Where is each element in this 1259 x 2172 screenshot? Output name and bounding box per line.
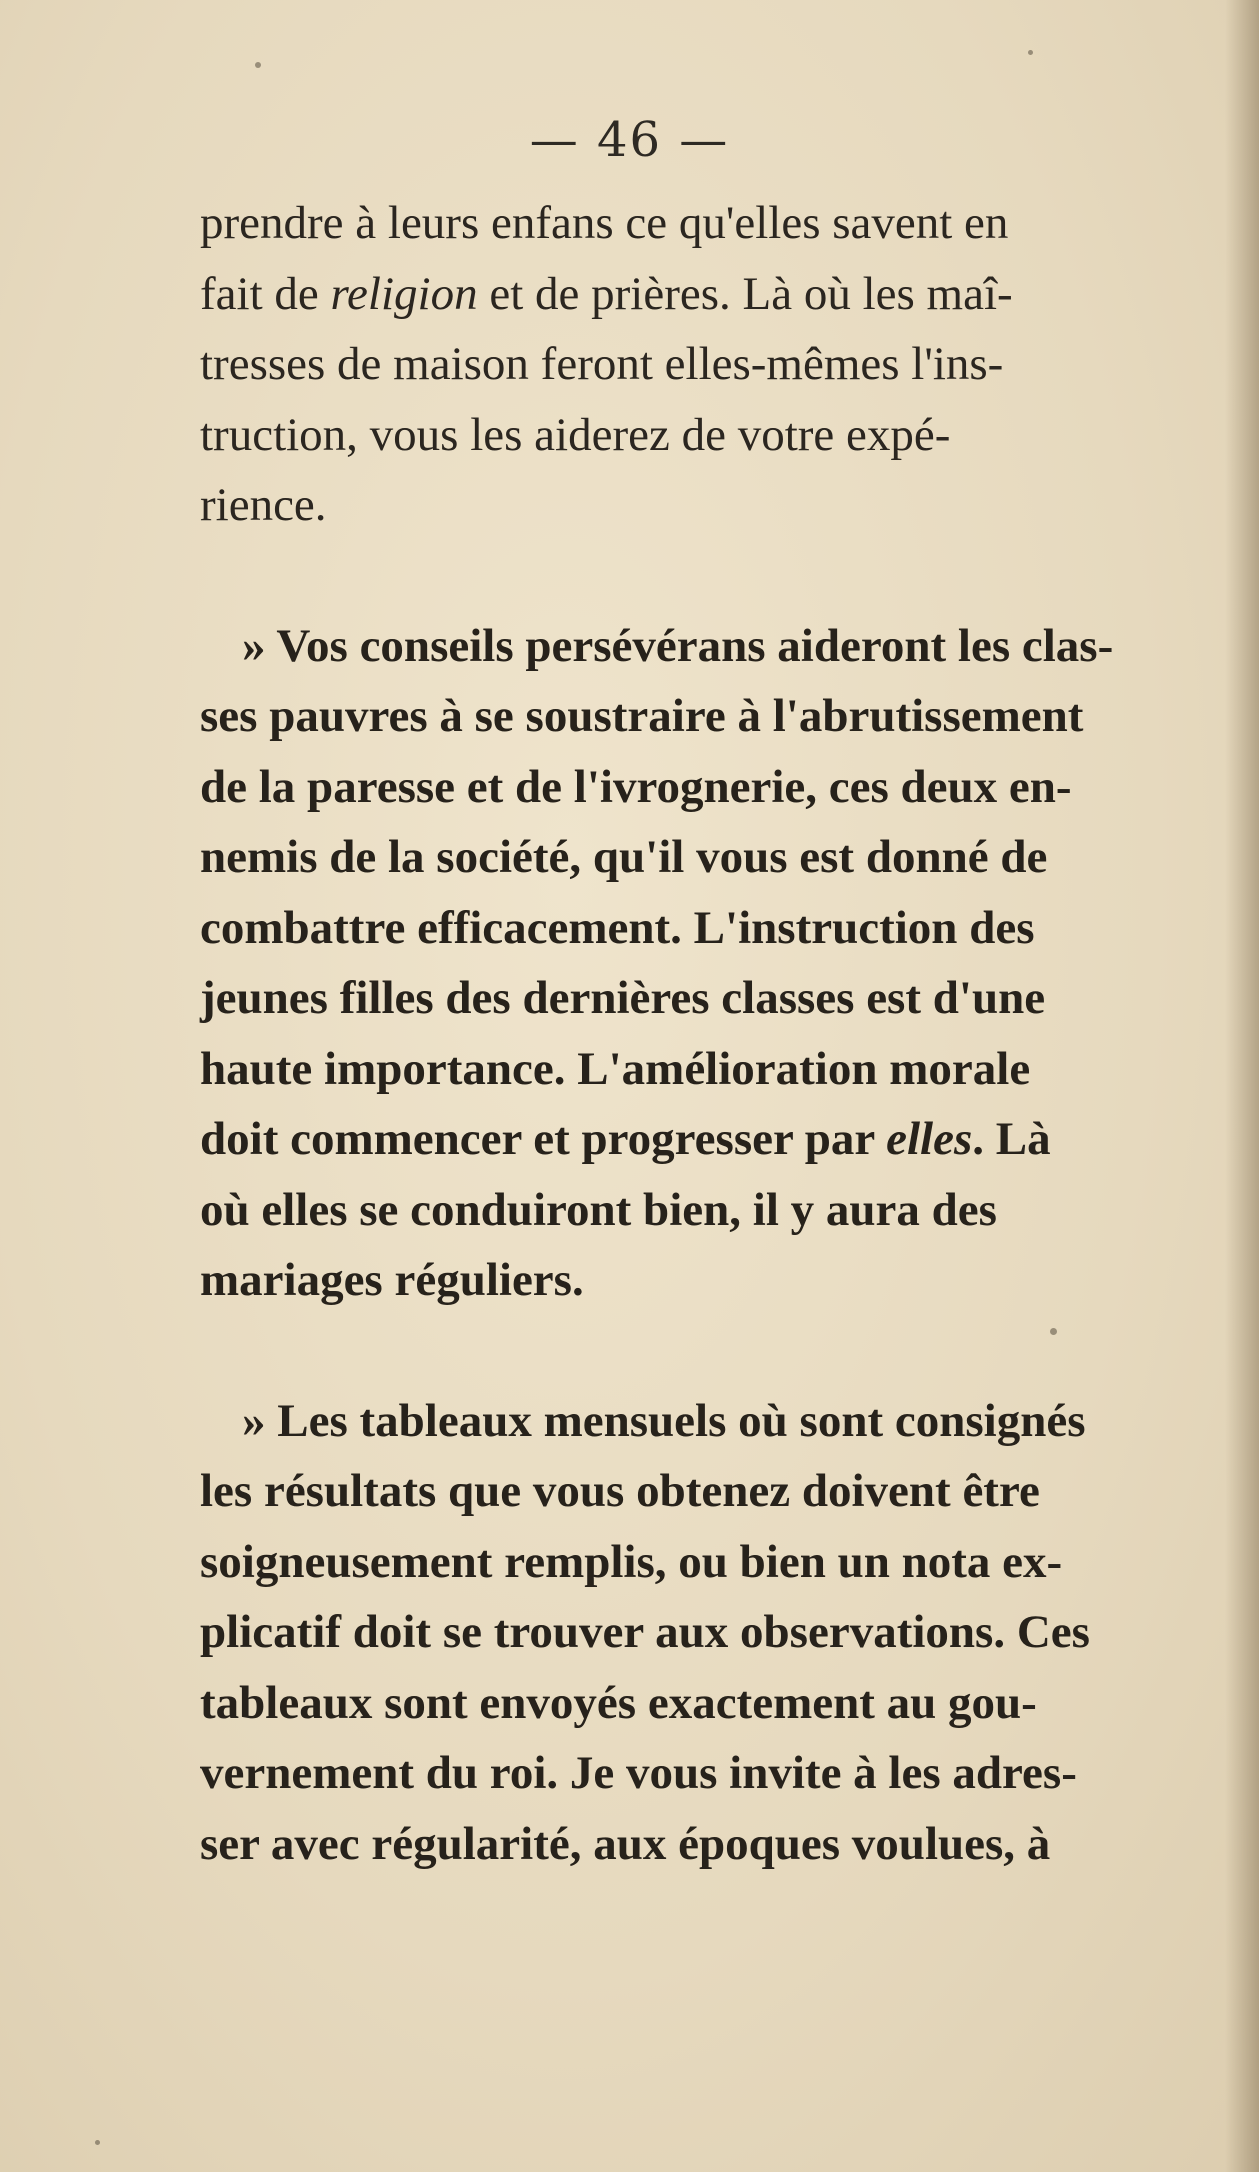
italic-word-religion: religion xyxy=(330,267,478,320)
text-segment: fait de xyxy=(200,267,331,320)
page-text xyxy=(200,188,1200,1879)
text-segment: et de prières. Là où les maî- xyxy=(477,267,1013,320)
text-line: vernement du roi. Je vous invite à les adres- xyxy=(200,1747,1077,1799)
italic-word-elles: elles xyxy=(886,1113,973,1165)
text-line: où elles se conduiront bien, il y aura des xyxy=(200,1183,997,1236)
text-line: truction, vous les aiderez de votre expé- xyxy=(200,408,951,461)
text-line: » Vos conseils persévérans aideront les clas- xyxy=(242,619,1114,672)
paper-speck xyxy=(95,2140,100,2145)
text-line: » Les tableaux mensuels où sont consignés xyxy=(242,1394,1086,1447)
text-line: nemis de la société, qu'il vous est donné de xyxy=(200,831,1048,883)
text-segment: . Là xyxy=(972,1113,1051,1165)
text-line: combattre efficacement. L'instruction des xyxy=(200,901,1035,954)
text-line: tresses de maison feront elles-mêmes l'ins- xyxy=(200,338,1004,390)
paper-speck xyxy=(255,62,261,68)
text-line: ser avec régularité, aux époques voulues, à xyxy=(200,1817,1051,1870)
text-line: de la paresse et de l'ivrognerie, ces deux en- xyxy=(200,760,1072,813)
paper-speck xyxy=(1028,50,1033,55)
text-line: ses pauvres à se soustraire à l'abrutissement xyxy=(200,690,1084,742)
text-line xyxy=(200,259,1200,330)
text-line: plicatif doit se trouver aux observations. Ces xyxy=(200,1606,1090,1658)
text-line: soigneusement remplis, ou bien un nota ex- xyxy=(200,1535,1063,1588)
text-line: haute importance. L'amélioration morale xyxy=(200,1042,1031,1095)
text-line: prendre à leurs enfans ce qu'elles savent en xyxy=(200,197,1009,249)
page-number: — 46 — xyxy=(529,112,730,168)
paragraph-1 xyxy=(200,188,1200,541)
paragraph-2 xyxy=(200,611,1200,1316)
paragraph-3 xyxy=(200,1386,1200,1880)
text-line: mariages réguliers. xyxy=(200,1254,584,1306)
text-line: les résultats que vous obtenez doivent être xyxy=(200,1465,1040,1517)
text-line: tableaux sont envoyés exactement au gou- xyxy=(200,1676,1037,1729)
text-segment: doit commencer et progresser par xyxy=(200,1113,887,1165)
paper-speck xyxy=(1050,1328,1057,1335)
text-line xyxy=(200,1104,1200,1175)
text-line: rience. xyxy=(200,479,327,531)
text-line: jeunes filles des dernières classes est d'une xyxy=(200,972,1046,1024)
